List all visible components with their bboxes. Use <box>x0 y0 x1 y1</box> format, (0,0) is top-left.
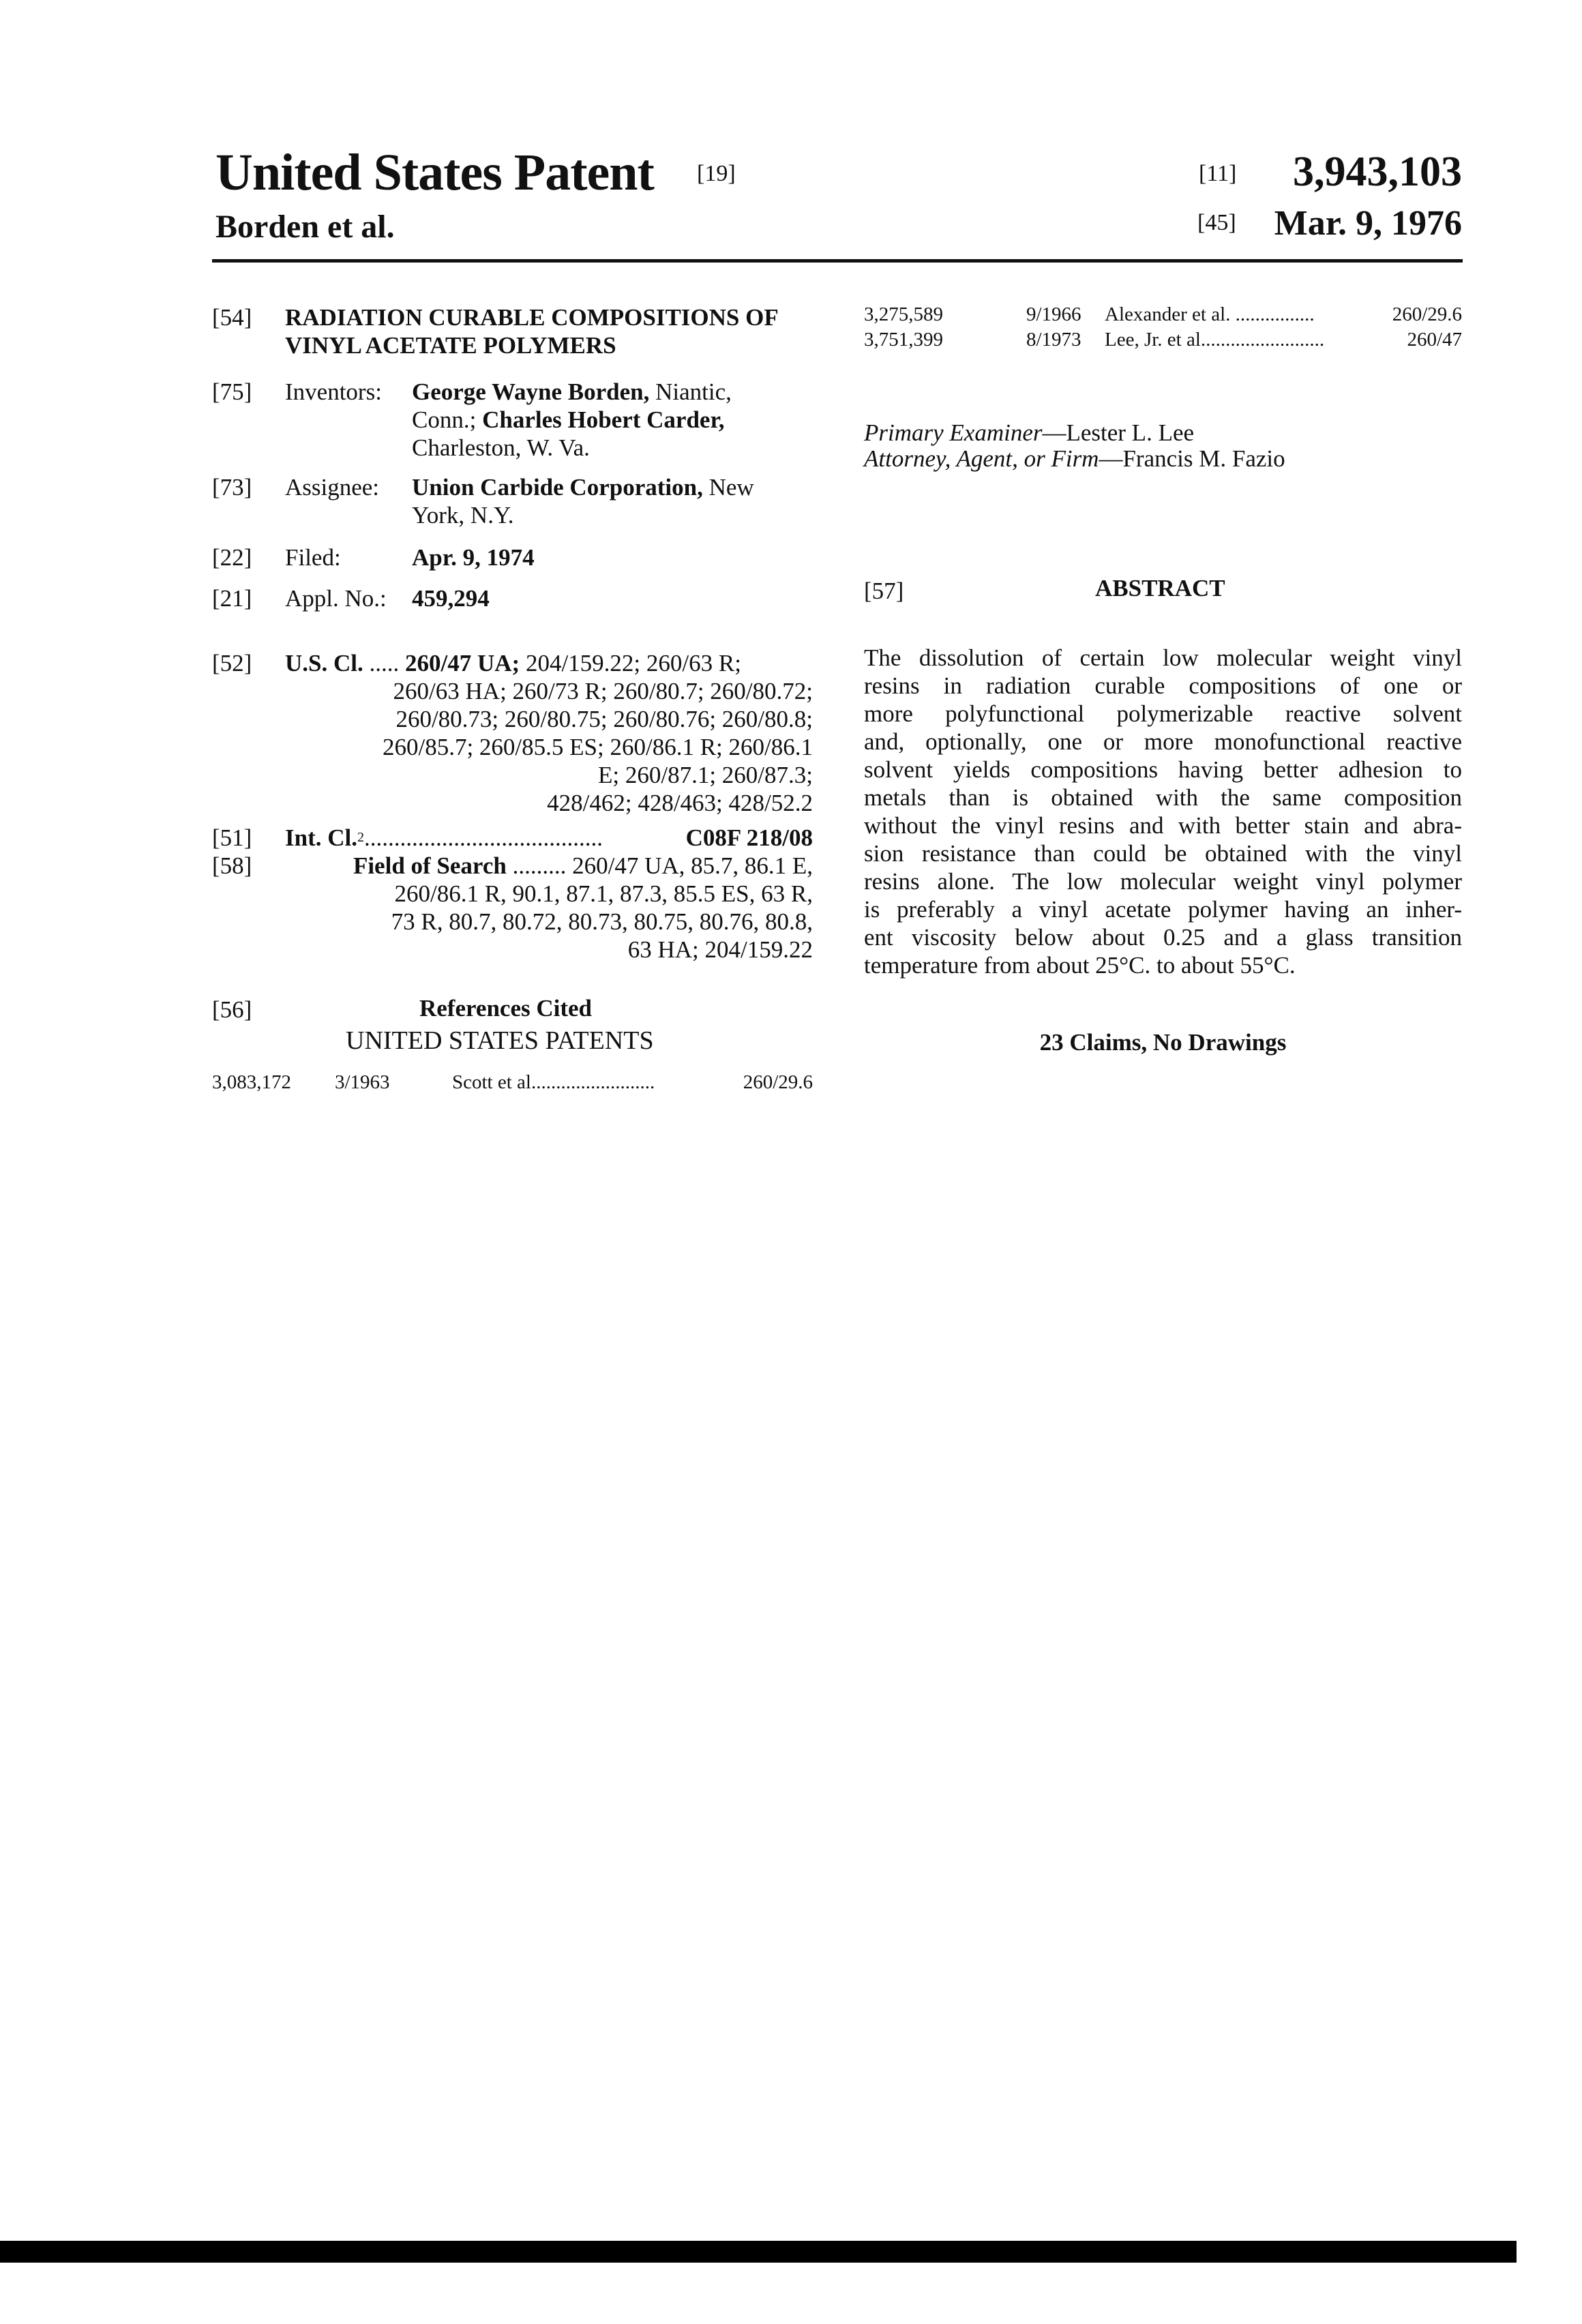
int-class-value: C08F 218/08 <box>686 824 813 852</box>
code-75: [75] <box>212 378 252 406</box>
reference-class: 260/29.6 <box>743 1069 813 1095</box>
int-class-edition: 2 <box>357 824 364 852</box>
patent-number: 3,943,103 <box>1293 145 1462 199</box>
code-21: [21] <box>212 584 252 612</box>
field-of-search-label: Field of Search <box>353 852 507 879</box>
filed-date: Apr. 9, 1974 <box>412 543 535 571</box>
assignee-place: New <box>703 474 754 501</box>
invention-title <box>285 303 779 359</box>
abstract-body <box>864 644 1462 979</box>
code-57: [57] <box>864 577 904 605</box>
reference-number: 3,751,399 <box>864 327 943 353</box>
filed-label: Filed: <box>285 543 341 571</box>
abstract-line: and, optionally, one or more monofunctional reactive <box>864 728 1462 756</box>
claims-summary: 23 Claims, No Drawings <box>864 1028 1462 1056</box>
code-52: [52] <box>212 649 252 677</box>
field-of-search-line: 260/86.1 R, 90.1, 87.1, 87.3, 85.5 ES, 63 R, <box>394 880 813 908</box>
patent-title: United States Patent <box>215 142 654 203</box>
attorney-label: Attorney, Agent, or Firm <box>864 445 1099 472</box>
primary-examiner-label: Primary Examiner <box>864 419 1042 446</box>
leader-dots: ......... <box>507 852 567 879</box>
us-class-line: 260/63 HA; 260/73 R; 260/80.7; 260/80.72; <box>393 677 813 705</box>
reference-name: Lee, Jr. et al......................... <box>1105 327 1324 353</box>
references-heading: References Cited <box>419 994 592 1022</box>
abstract-line: without the vinyl resins and with better stain and abra- <box>864 811 1462 839</box>
date-code: [45] <box>1197 210 1236 236</box>
int-class-label: Int. Cl. <box>285 824 357 852</box>
code-22: [22] <box>212 543 252 571</box>
references-subheading: UNITED STATES PATENTS <box>346 1027 654 1055</box>
reference-date: 3/1963 <box>335 1069 390 1095</box>
scan-border-bar <box>0 2241 1517 2263</box>
inventor-1-state: Conn.; <box>412 406 482 433</box>
inventors-value <box>412 378 732 462</box>
inventor-1-place: Niantic, <box>649 378 732 405</box>
reference-class: 260/29.6 <box>1392 301 1462 327</box>
abstract-line: ent viscosity below about 0.25 and a glass transition <box>864 923 1462 951</box>
field-of-search-value: 260/47 UA, 85.7, 86.1 E, <box>566 852 813 879</box>
inventor-1: George Wayne Borden, <box>412 378 649 405</box>
assignee-place-2: York, N.Y. <box>412 501 754 529</box>
us-class-rest: 204/159.22; 260/63 R; <box>520 650 741 676</box>
field-of-search-line: 73 R, 80.7, 80.72, 80.73, 80.75, 80.76, 80.8, <box>391 908 813 936</box>
us-class-line: 428/462; 428/463; 428/52.2 <box>547 789 813 817</box>
abstract-line: resins alone. The low molecular weight vinyl polymer <box>864 867 1462 895</box>
inventors-label: Inventors: <box>285 378 382 406</box>
appl-number: 459,294 <box>412 584 490 612</box>
number-code: [11] <box>1199 161 1236 187</box>
primary-examiner-name: —Lester L. Lee <box>1042 419 1194 446</box>
abstract-heading: ABSTRACT <box>1095 574 1225 602</box>
field-of-search-line-1 <box>353 852 813 880</box>
abstract-line: is preferably a vinyl acetate polymer having an inher- <box>864 895 1462 923</box>
abstract-line: metals than is obtained with the same composition <box>864 784 1462 811</box>
header-rule <box>212 259 1463 263</box>
issue-date: Mar. 9, 1976 <box>1274 202 1462 245</box>
int-class <box>285 824 813 852</box>
code-54: [54] <box>212 303 252 331</box>
field-of-search-line: 63 HA; 204/159.22 <box>628 936 813 964</box>
attorney <box>864 445 1285 473</box>
us-class-label: U.S. Cl. <box>285 650 363 676</box>
abstract-line: resins in radiation curable compositions of one or <box>864 672 1462 700</box>
reference-name: Scott et al......................... <box>452 1069 655 1095</box>
appl-label: Appl. No.: <box>285 584 387 612</box>
us-class-line-1 <box>285 649 741 677</box>
reference-number: 3,083,172 <box>212 1069 291 1095</box>
abstract-line: more polyfunctional polymerizable reactive solvent <box>864 700 1462 728</box>
reference-date: 8/1973 <box>1026 327 1081 353</box>
assignee-value <box>412 473 754 529</box>
primary-examiner <box>864 419 1194 447</box>
title-code: [19] <box>697 161 736 187</box>
reference-class: 260/47 <box>1407 327 1462 353</box>
code-58: [58] <box>212 852 252 880</box>
inventor-2-place: Charleston, W. Va. <box>412 434 732 462</box>
code-73: [73] <box>212 473 252 501</box>
reference-date: 9/1966 <box>1026 301 1081 327</box>
us-class-main: 260/47 UA; <box>399 650 520 676</box>
code-56: [56] <box>212 996 252 1024</box>
abstract-line: temperature from about 25°C. to about 55°C. <box>864 951 1462 979</box>
abstract-line: sion resistance than could be obtained with the vinyl <box>864 839 1462 867</box>
attorney-name: —Francis M. Fazio <box>1099 445 1285 472</box>
assignee-name: Union Carbide Corporation, <box>412 474 703 501</box>
leader-dots: ..... <box>363 650 400 676</box>
us-class-line: 260/85.7; 260/85.5 ES; 260/86.1 R; 260/86.1 <box>383 733 813 761</box>
reference-number: 3,275,589 <box>864 301 943 327</box>
us-class-line: E; 260/87.1; 260/87.3; <box>598 761 813 789</box>
title-line-2: VINYL ACETATE POLYMERS <box>285 331 779 359</box>
us-class-line: 260/80.73; 260/80.75; 260/80.76; 260/80.8; <box>395 705 813 733</box>
abstract-line: solvent yields compositions having better adhesion to <box>864 756 1462 784</box>
authors: Borden et al. <box>215 207 395 248</box>
abstract-line: The dissolution of certain low molecular weight vinyl <box>864 644 1462 672</box>
title-line-1: RADIATION CURABLE COMPOSITIONS OF <box>285 303 779 331</box>
reference-name: Alexander et al. ................ <box>1105 301 1315 327</box>
code-51: [51] <box>212 824 252 852</box>
assignee-label: Assignee: <box>285 473 379 501</box>
inventor-2: Charles Hobert Carder, <box>482 406 724 433</box>
leader-dots: ........................................ <box>364 824 686 852</box>
